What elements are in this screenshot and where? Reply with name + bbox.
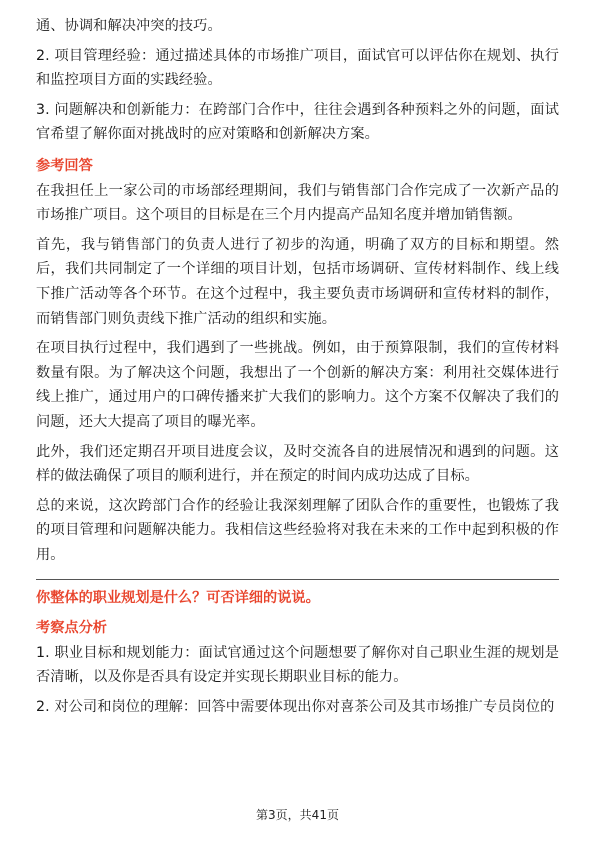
list-item-company-understanding: 2. 对公司和岗位的理解：回答中需要体现出你对喜茶公司及其市场推广专员岗位的 [36,698,555,715]
reference-answer-heading: 参考回答 [36,157,93,174]
list-item-problem-solving: 3. 问题解决和创新能力：在跨部门合作中，往往会遇到各种预料之外的问题，面试官希望了解你面对挑战时的应对策略和创新解决方案。 [36,101,559,143]
answer-paragraph: 此外，我们还定期召开项目进度会议，及时交流各自的进展情况和遇到的问题。这样的做法确保了项目的顺利进行，并在预定的时间内成功达成了目标。 [36,443,559,485]
continued-paragraph: 通、协调和解决冲突的技巧。 [36,18,222,34]
list-item-project-management: 2. 项目管理经验：通过描述具体的市场推广项目，面试官可以评估你在规划、执行和监控项目方面的实践经验。 [36,47,559,89]
section-divider [36,579,559,580]
answer-paragraph: 总的来说，这次跨部门合作的经验让我深刻理解了团队合作的重要性，也锻炼了我的项目管理和问题解决能力。我相信这些经验将对我在未来的工作中起到积极的作用。 [36,497,559,563]
interview-question-heading: 你整体的职业规划是什么？可否详细的说说。 [36,590,320,607]
answer-paragraph: 在项目执行过程中，我们遇到了一些挑战。例如，由于预算限制，我们的宣传材料数量有限。为了解决这个问题，我想出了一个创新的解决方案：利用社交媒体进行线上推广，通过用户的口碑传播来扩大我们的影响力。这个方案不仅解决了我们的问题，还大大提高了项目的曝光率。 [36,340,559,430]
answer-paragraph: 首先，我与销售部门的负责人进行了初步的沟通，明确了双方的目标和期望。然后，我们共同制定了一个详细的项目计划，包括市场调研、宣传材料制作、线上线下推广活动等各个环节。在这个过程中，我主要负责市场调研和宣传材料的制作，而销售部门则负责线下推广活动的组织和实施。 [36,236,559,327]
answer-paragraph: 在我担任上一家公司的市场部经理期间，我们与销售部门合作完成了一次新产品的市场推广项目。这个项目的目标是在三个月内提高产品知名度并增加销售额。 [36,182,559,224]
analysis-heading: 考察点分析 [36,620,107,637]
page-content [36,14,559,719]
page-number: 第3页，共41页 [256,808,339,822]
list-item-career-goals: 1. 职业目标和规划能力：面试官通过这个问题想要了解你对自己职业生涯的规划是否清晰，以及你是否具有设定并实现长期职业目标的能力。 [36,644,559,686]
